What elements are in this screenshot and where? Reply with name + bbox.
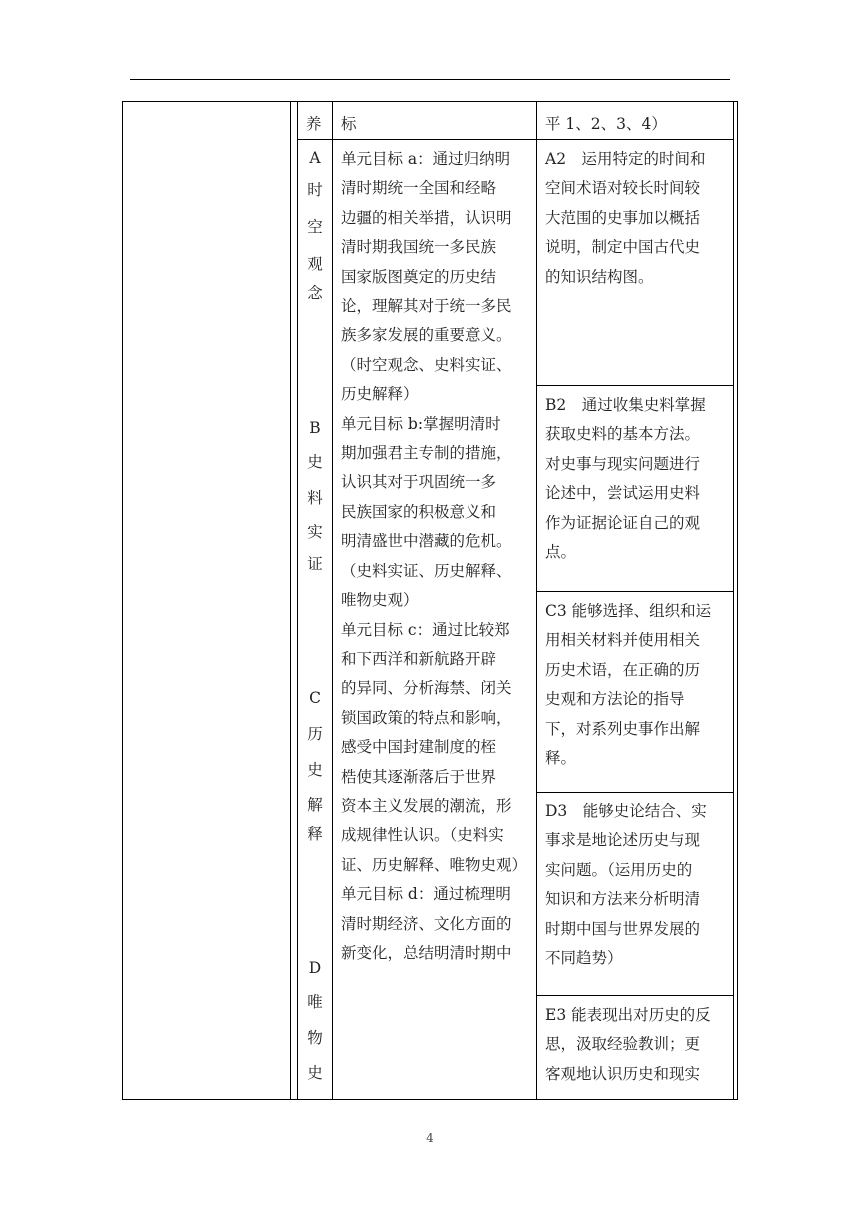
literacy-char: 历 [307,725,323,743]
column-divider-1 [290,101,291,1100]
literacy-letter: D [308,959,322,977]
literacy-letter: C [309,689,321,707]
literacy-char: 时 [307,181,323,199]
column-divider-5 [733,101,734,1100]
literacy-char: 观 [307,255,323,273]
column-divider-3 [332,101,333,1100]
literacy-char: 物 [307,1029,323,1047]
column-divider-4 [536,101,537,1100]
header-row-divider [297,139,733,140]
unit-goals-text: 单元目标 a：通过归纳明 清时期统一全国和经略 边疆的相关举措，认识明 清时期我国统一多民族 国家版图奠定的历史结 论，理解其对于统一多民 族多家发展的重要意义。 （时空观念、史料实证、 历史解释） 单元目标 b:掌握明清时 期加强君主专制的措施， 认识其对于巩固统一多 民族国家的积极意义和 明清盛世中潜藏的危机。 （史料实证、历史解释、 唯物史观） 单元目标 c：通过比较郑 和下西洋和新航路开辟 的异同、分析海禁、闭关 锁国政策的特点和影响， 感受中国封建制度的桎 梏使其逐渐落后于世界 资本主义发展的潮流，形 成规律性认识。（史料实 证、历史解释、唯物史观） 单元目标 d：通过梳理明 清时期经济、文化方面的 新变化，总结明清时期中 [341,150,528,962]
header-literacy-cell: 养 [306,115,322,133]
level-e3-text: E3 能表现出对历史的反 思，汲取经验教训；更 客观地认识历史和现实 [545,1006,711,1083]
level-d3-text: D3 能够史论结合、实 事求是地论述历史与现 实问题。（运用历史的 知识和方法来分析明清 时期中国与世界发展的 不同趋势） [545,802,707,968]
literacy-char: 空 [307,218,323,236]
literacy-char: 史 [307,761,323,779]
header-goal-cell: 标 [341,115,357,133]
page-number: 4 [426,1131,434,1145]
literacy-char: 念 [307,284,323,302]
column-divider-2 [297,101,298,1100]
literacy-char: 证 [307,555,323,573]
literacy-char: 实 [307,523,323,541]
literacy-char: 释 [307,825,323,843]
header-rule [130,79,730,80]
level-c3-text: C3 能够选择、组织和运 用相关材料并使用相关 历史术语，在正确的历 史观和方法论的指导 下，对系列史事作出解 释。 [545,602,712,768]
level-a2-text: A2 运用特定的时间和 空间术语对较长时间较 大范围的史事加以概括 说明，制定中国古代史 的知识结构图。 [545,150,706,286]
literacy-char: 史 [307,1064,323,1082]
literacy-letter: A [309,149,321,167]
literacy-char: 解 [307,796,323,814]
literacy-char: 唯 [307,993,323,1011]
literacy-char: 史 [307,453,323,471]
literacy-char: 料 [307,489,323,507]
level-divider-4 [536,995,733,996]
level-divider-1 [536,385,733,386]
level-b2-text: B2 通过收集史料掌握 获取史料的基本方法。 对史事与现实问题进行 论述中，尝试运用史料 作为证据论证自己的观 点。 [545,396,706,562]
level-divider-2 [536,591,733,592]
header-level-cell: 平 1、2、3、4） [545,115,667,133]
literacy-letter: B [309,419,321,437]
level-divider-3 [536,792,733,793]
